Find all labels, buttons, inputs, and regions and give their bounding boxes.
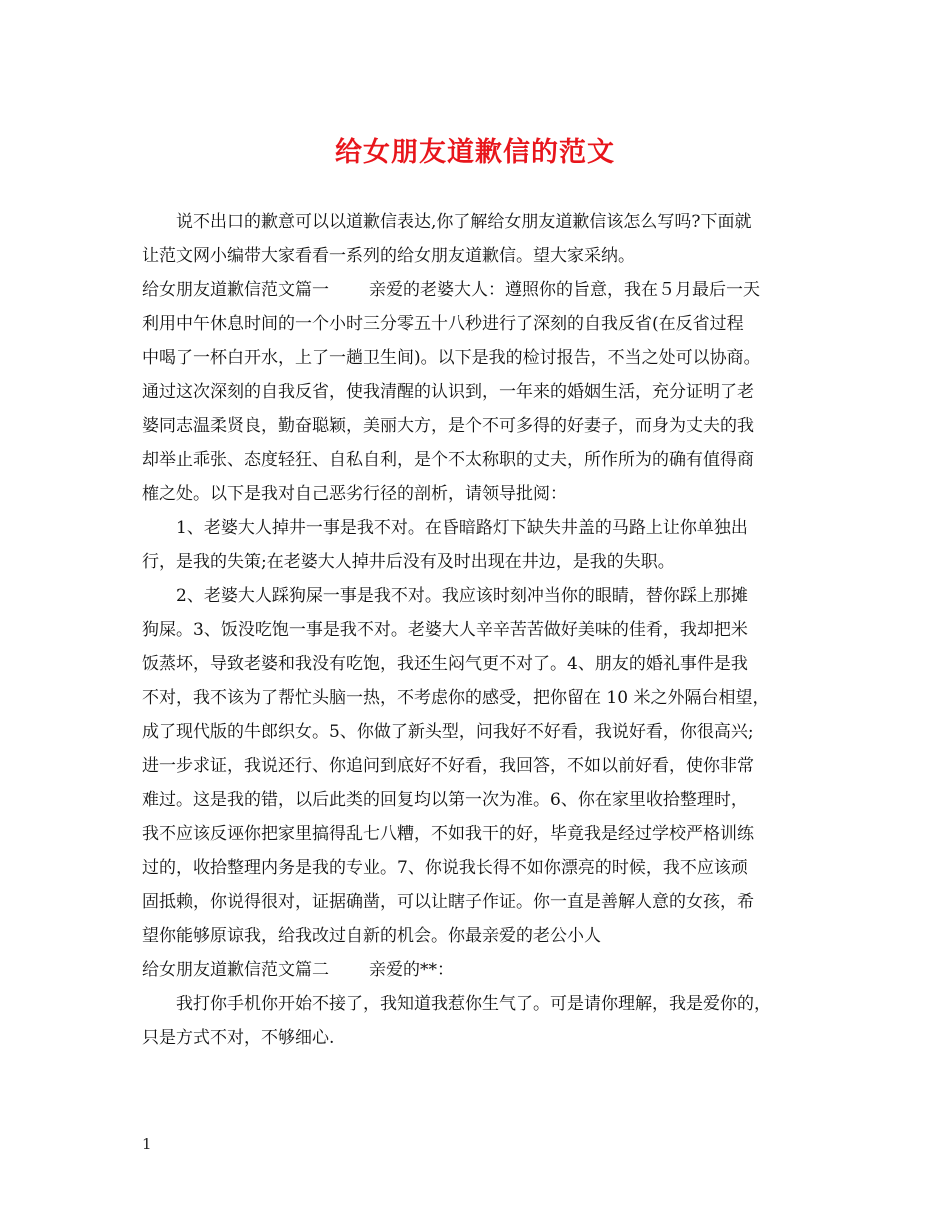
text-line [142,273,826,307]
text-line-content: 利用中午休息时间的一个小时三分零五十八秒进行了深刻的自我反省(在反省过程 [142,314,744,334]
text-line-content: 说不出口的歉意可以以道歉信表达,你了解给女朋友道歉信该怎么写吗?下面就 [176,212,752,232]
text-line-content: 中喝了一杯白开水，上了一趟卫生间)。以下是我的检讨报告，不当之处可以协商。 [142,348,761,368]
text-line [142,953,826,987]
text-line-content: 1、老婆大人掉井一事是我不对。在昏暗路灯下缺失井盖的马路上让你单独出 [176,518,748,538]
page-number: 1 [142,1135,152,1153]
text-line-content: 我不应该反诬你把家里搞得乱七八糟，不如我干的好，毕竟我是经过学校严格训练 [142,824,754,844]
text-line-content: 饭蒸坏，导致老婆和我没有吃饱，我还生闷气更不对了。4、朋友的婚礼事件是我 [142,654,748,674]
text-line [142,443,826,477]
text-line [142,783,826,817]
text-line-content: 却举止乖张、态度轻狂、自私自利，是个不太称职的丈夫，所作所为的确有值得商 [142,450,754,470]
text-line [142,817,826,851]
text-line-content: 难过。这是我的错，以后此类的回复均以第一次为准。6、你在家里收拾整理时， [142,790,748,810]
text-line [142,409,826,443]
text-line [142,579,826,613]
text-line [142,341,826,375]
text-line-content: 进一步求证，我说还行、你追问到底好不好看，我回答，不如以前好看，使你非常 [142,756,754,776]
page-title: 给女朋友道歉信的范文 [335,137,615,168]
text-line-content: 不对，我不该为了帮忙头脑一热，不考虑你的感受，把你留在 10 米之外隔台相望， [142,688,770,708]
text-line-content: 通过这次深刻的自我反省，使我清醒的认识到，一年来的婚姻生活，充分证明了老 [142,382,754,402]
text-line-content: 过的，收拾整理内务是我的专业。7、你说我长得不如你漂亮的时候，我不应该顽 [142,858,748,878]
text-line [142,919,826,953]
text-line-content: 我打你手机你开始不接了，我知道我惹你生气了。可是请你理解，我是爱你的， [176,994,771,1014]
text-line [142,613,826,647]
text-line-content: 成了现代版的牛郎织女。5、你做了新头型，问我好不好看，我说好看，你很高兴; [142,722,754,742]
text-line-continuation: 亲爱的**： [369,960,454,980]
text-line [142,239,826,273]
text-line [142,307,826,341]
text-line-content: 只是方式不对，不够细心. [142,1028,335,1048]
text-line-content: 让范文网小编带大家看看一系列的给女朋友道歉信。望大家采纳。 [142,246,635,266]
text-line [142,885,826,919]
text-line [142,715,826,749]
text-line [142,647,826,681]
text-line [142,987,826,1021]
text-line-content: 固抵赖，你说得很对，证据确凿，可以让瞎子作证。你一直是善解人意的女孩，希 [142,892,754,912]
text-line-continuation: 亲爱的老婆大人：遵照你的旨意，我在５月最后一天 [369,280,760,300]
document-body [142,205,826,1055]
text-line-content: 婆同志温柔贤良，勤奋聪颖，美丽大方，是个不可多得的好妻子，而身为丈夫的我 [142,416,754,436]
text-line [142,477,826,511]
text-line [142,851,826,885]
text-line [142,511,826,545]
text-line [142,1021,826,1055]
text-line [142,749,826,783]
text-line [142,681,826,715]
text-line-content: 狗屎。3、饭没吃饱一事是我不对。老婆大人辛辛苦苦做好美味的佳肴，我却把米 [142,620,748,640]
text-line-content: 榷之处。以下是我对自己恶劣行径的剖析，请领导批阅： [142,484,567,504]
text-line-content: 给女朋友道歉信范文篇一 [142,280,329,300]
text-line [142,375,826,409]
text-line-content: 望你能够原谅我，给我改过自新的机会。你最亲爱的老公小人 [142,926,601,946]
text-line [142,205,826,239]
text-line-content: 给女朋友道歉信范文篇二 [142,960,329,980]
text-line-content: 行，是我的失策;在老婆大人掉井后没有及时出现在井边，是我的失职。 [142,552,675,572]
text-line [142,545,826,579]
text-line-content: 2、老婆大人踩狗屎一事是我不对。我应该时刻冲当你的眼睛，替你踩上那摊 [176,586,748,606]
